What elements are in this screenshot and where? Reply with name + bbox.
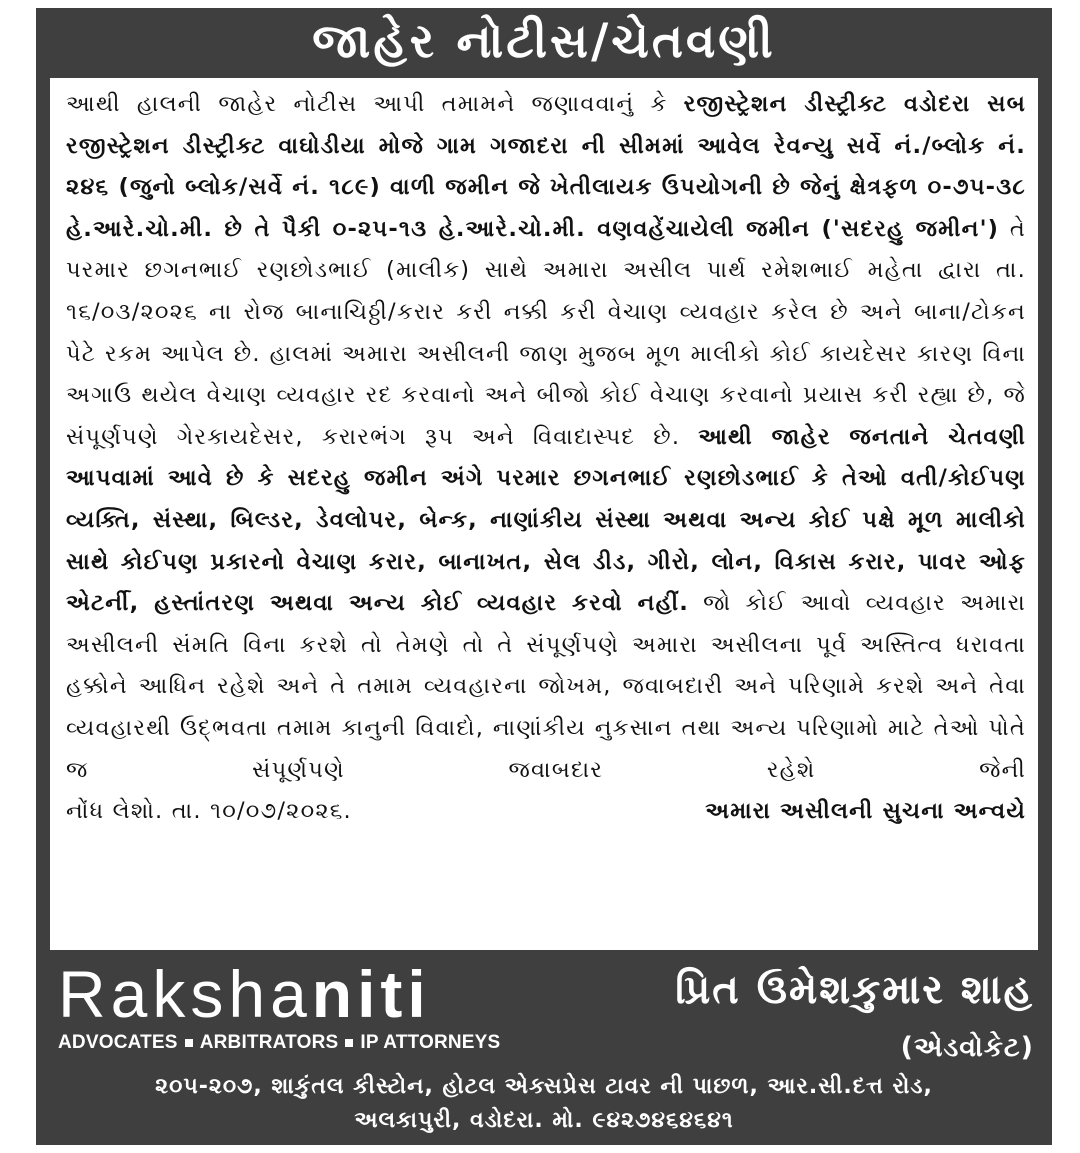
address-line: અલકાપુરી, વડોદરા. મો. ૯૪૨૭૪૬૪૬૪૧: [354, 1108, 734, 1133]
public-notice: [36, 8, 1052, 1145]
property-description: રજીસ્ટ્રેશન ડીસ્ટ્રીક્ટ વડોદરા સબ રજીસ્ટ્રેશન ડીસ્ટ્રીક્ટ વાઘોડીયા મોજે ગામ ગજાદરા ની સીમમાં આવેલ રેવન્યુ સર્વે નં./બ્લોક નં. ૨૪૬ (જુનો બ્લોક/સર્વે નં. ૧૮૯) વાળી જમીન જે ખેતીલાયક ઉપયોગની છે જેનું ક્ષેત્રફળ ૦-૭૫-૩૮ હે.આરે.ચો.મી. છે તે પૈકી ૦-૨૫-૧૩ હે.આરે.ચો.મી. વણવહેંચાયેલી જમીન ('સદરહુ જમીન'): [66, 91, 1026, 242]
brand-part-light: Raksha: [58, 957, 312, 1031]
advocate-name: પ્રિત ઉમેશકુમાર શાહ: [675, 967, 1034, 1013]
notice-date: નોંધ લેશો. તા. ૧૦/૦૭/૨૦૨૬.: [66, 798, 352, 825]
square-bullet-icon: [345, 1039, 353, 1047]
notice-title: જાહેર નોટીસ/ચેતવણી: [312, 14, 776, 69]
tagline-item: ADVOCATES: [58, 1032, 178, 1053]
notice-text: [66, 84, 1026, 791]
firm-logo: [58, 958, 431, 1030]
client-instruction-note: અમારા અસીલની સુચના અન્વયે: [705, 798, 1026, 825]
notice-body: [50, 78, 1038, 950]
square-bullet-icon: [185, 1039, 193, 1047]
closing-row: [66, 791, 1026, 831]
notice-footer: [36, 952, 1052, 1145]
address-line: ૨૦૫-૨૦૭, શાકુંતલ કીસ્ટોન, હોટલ એક્સપ્રેસ ટાવર ની પાછળ, આર.સી.દત્ત રોડ,: [155, 1074, 933, 1099]
firm-tagline: [58, 1032, 500, 1054]
brand-part-bold: niti: [311, 957, 431, 1031]
advocate-designation: (એડવોકેટ): [900, 1032, 1034, 1063]
office-address: [36, 1070, 1052, 1138]
liability-statement: જો કોઈ આવો વ્યવહાર અમારા અસીલની સંમતિ વિના કરશે તો તેમણે તો તે સંપૂર્ણપણે અમારા અસીલના પૂર્વ અસ્તિત્વ ધરાવતા હક્કોને આધિન રહેશે અને તે તમામ વ્યવહારના જોખમ, જવાબદારી અને પરિણામે કરશે અને તેવા વ્યવહારથી ઉદ્ભવતા તમામ કાનુની વિવાદો, નાણાંકીય નુકસાન તથા અન્ય પરિણામો માટે તેઓ પોતે જ સંપૂર્ણપણે જવાબદાર રહેશે જેની: [66, 590, 1026, 783]
transaction-details: તે પરમાર છગનભાઈ રણછોડભાઈ (માલીક) સાથે અમારા અસીલ પાર્થ રમેશભાઈ મહેતા દ્વારા તા. ૧૬/૦૩/૨૦૨૬ ના રોજ બાનાચિઠ્ઠી/કરાર કરી નક્કી કરી વેચાણ વ્યવહાર કરેલ છે અને બાના/ટોકન પેટે રકમ આપેલ છે. હાલમાં અમારા અસીલની જાણ મુજબ મૂળ માલીકો કોઈ કાયદેસર કારણ વિના અગાઉ થયેલ વેચાણ વ્યવહાર રદ કરવાનો અને બીજો કોઈ વેચાણ કરવાનો પ્રયાસ કરી રહ્યા છે, જે સંપૂર્ણપણે ગેરકાયદેસર, કરારભંગ રૂપ અને વિવાદાસ્પદ છે.: [66, 215, 1026, 450]
tagline-item: ARBITRATORS: [199, 1032, 339, 1053]
tagline-item: IP ATTORNEYS: [360, 1032, 501, 1053]
public-warning: આથી જાહેર જનતાને ચેતવણી આપવામાં આવે છે કે સદરહુ જમીન અંગે પરમાર છગનભાઈ રણછોડભાઈ કે તેઓ વતી/કોઈપણ વ્યક્તિ, સંસ્થા, બિલ્ડર, ડેવલોપર, બેન્ક, નાણાંકીય સંસ્થા અથવા અન્ય કોઈ પક્ષે મૂળ માલીકો સાથે કોઈપણ પ્રકારનો વેચાણ કરાર, બાનાખત, સેલ ડીડ, ગીરો, લોન, વિકાસ કરાર, પાવર ઓફ એટર્ની, હસ્તાંતરણ અથવા અન્ય કોઈ વ્યવહાર કરવો નહીં.: [66, 423, 1026, 617]
intro-text: આથી હાલની જાહેર નોટીસ આપી તમામને જણાવવાનું કે: [66, 91, 684, 117]
